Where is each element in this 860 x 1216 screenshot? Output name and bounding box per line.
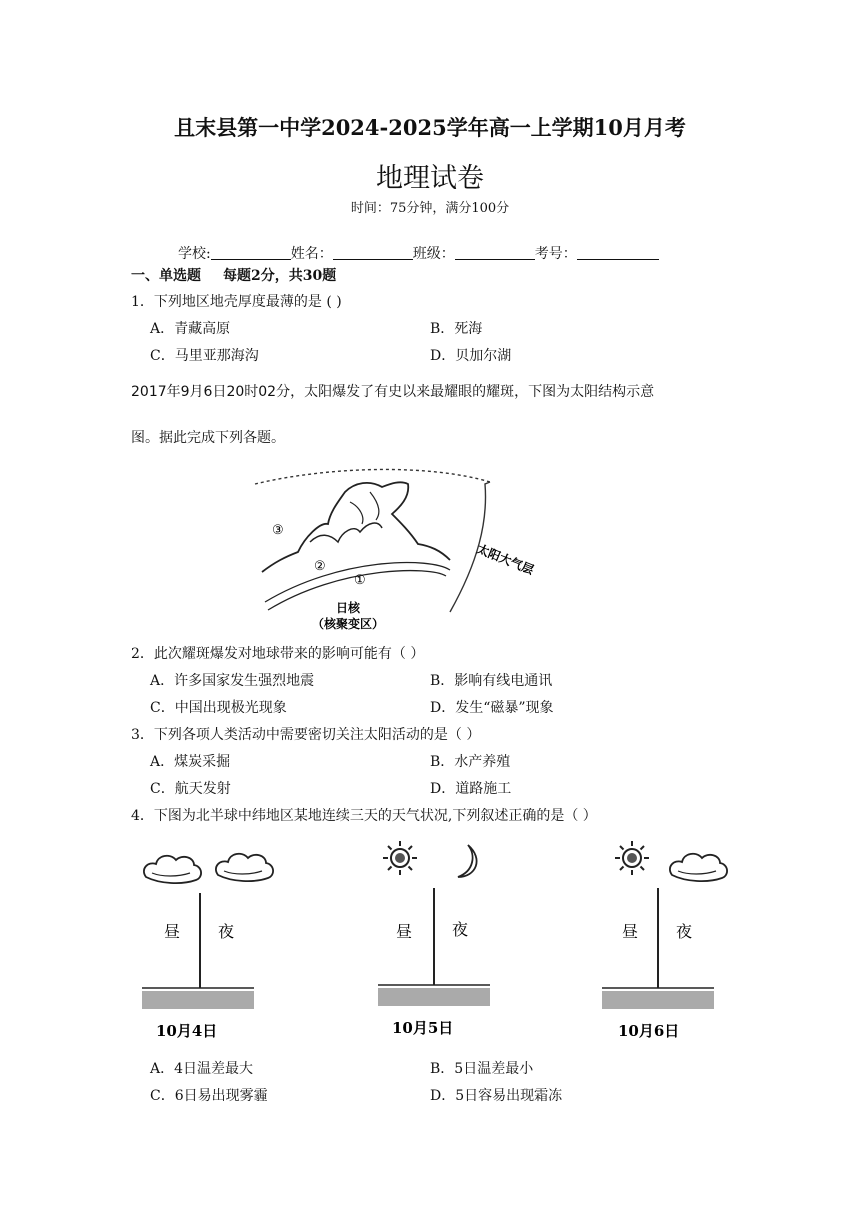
school-blank[interactable] — [211, 245, 291, 260]
sun-core-sublabel: （核聚变区） — [312, 617, 385, 631]
question-4-option-c[interactable]: C．6日易出现雾霾 — [150, 1088, 268, 1104]
date-label: 10月4日 — [156, 1022, 218, 1040]
sun-core-label: 日核 — [336, 601, 361, 615]
exam-meta: 时间：75分钟，满分100分 — [350, 201, 510, 216]
ground-bar — [142, 991, 254, 1009]
question-2-option-c[interactable]: C．中国出现极光现象 — [150, 700, 287, 716]
cloud-icon — [216, 854, 273, 881]
question-2-stem: 2．此次耀斑爆发对地球带来的影响可能有（ ） — [131, 646, 425, 662]
section-title — [131, 265, 336, 285]
day-label: 昼 — [164, 922, 181, 941]
section-name: 一、单选题 — [131, 268, 201, 284]
section-note: 每题2分，共30题 — [223, 268, 337, 284]
class-blank[interactable] — [455, 245, 535, 260]
weather-day-1 — [142, 854, 273, 1040]
exam-no-blank[interactable] — [577, 245, 659, 260]
sun-label-2: ② — [314, 559, 326, 574]
question-1-option-a[interactable]: A．青藏高原 — [150, 321, 231, 337]
cloud-icon — [144, 856, 201, 883]
prominence-detail-2 — [350, 492, 379, 524]
weather-day-3 — [602, 841, 727, 1040]
sun-label-3: ③ — [272, 523, 284, 538]
question-3-option-a[interactable]: A．煤炭采掘 — [150, 754, 231, 770]
passage-line-1: 2017年9月6日20时02分，太阳爆发了有史以来最耀眼的耀斑，下图为太阳结构示意 — [131, 384, 655, 400]
question-4-option-b[interactable]: B．5日温差最小 — [430, 1061, 534, 1077]
question-3-stem: 3．下列各项人类活动中需要密切关注太阳活动的是（ ） — [131, 727, 481, 743]
question-1-option-c[interactable]: C．马里亚那海沟 — [150, 348, 259, 364]
name-blank[interactable] — [333, 245, 413, 260]
date-label: 10月6日 — [618, 1022, 680, 1040]
night-label: 夜 — [452, 920, 469, 939]
question-3-option-c[interactable]: C．航天发射 — [150, 781, 231, 797]
question-1-option-b[interactable]: B．死海 — [430, 321, 483, 337]
exam-title: 且末县第一中学2024-2025学年高一上学期10月月考 — [174, 115, 686, 140]
school-label: 学校: — [178, 246, 211, 262]
question-2-option-b[interactable]: B．影响有线电通讯 — [430, 673, 553, 689]
subject-title: 地理试卷 — [376, 163, 484, 194]
question-3-option-b[interactable]: B．水产养殖 — [430, 754, 511, 770]
student-info-line — [178, 243, 659, 263]
day-label: 昼 — [396, 922, 413, 941]
ground-bar — [378, 988, 490, 1006]
question-1-stem: 1．下列地区地壳厚度最薄的是 ( ) — [131, 294, 342, 310]
sun-icon — [615, 841, 649, 875]
moon-icon — [458, 845, 477, 877]
ground-bar — [602, 991, 714, 1009]
question-4-stem: 4．下图为北半球中纬地区某地连续三天的天气状况,下列叙述正确的是（ ） — [131, 808, 597, 824]
weather-day-2 — [378, 841, 490, 1037]
sun-label-1: ① — [354, 573, 366, 588]
exam-no-label: 考号： — [534, 246, 577, 262]
date-label: 10月5日 — [392, 1019, 454, 1037]
name-label: 姓名： — [290, 246, 333, 262]
day-label: 昼 — [622, 922, 639, 941]
night-label: 夜 — [218, 922, 235, 941]
question-4-option-a[interactable]: A．4日温差最大 — [150, 1061, 254, 1077]
chromosphere-prominence — [262, 482, 450, 572]
passage-line-2: 图。据此完成下列各题。 — [131, 430, 285, 446]
question-1-option-d[interactable]: D．贝加尔湖 — [430, 348, 512, 364]
atmosphere-boundary — [255, 469, 490, 484]
question-4-option-d[interactable]: D．5日容易出现霜冻 — [430, 1088, 563, 1104]
sun-atmosphere-label: 太阳大气层 — [474, 541, 536, 578]
sun-structure-figure — [250, 462, 550, 640]
sun-icon — [383, 841, 417, 875]
question-2-option-d[interactable]: D．发生“磁暴”现象 — [430, 700, 554, 716]
weather-figure — [130, 835, 730, 1045]
cloud-icon — [670, 854, 727, 881]
question-3-option-d[interactable]: D．道路施工 — [430, 781, 512, 797]
class-label: 班级： — [412, 246, 455, 262]
night-label: 夜 — [676, 922, 693, 941]
question-2-option-a[interactable]: A．许多国家发生强烈地震 — [150, 673, 315, 689]
